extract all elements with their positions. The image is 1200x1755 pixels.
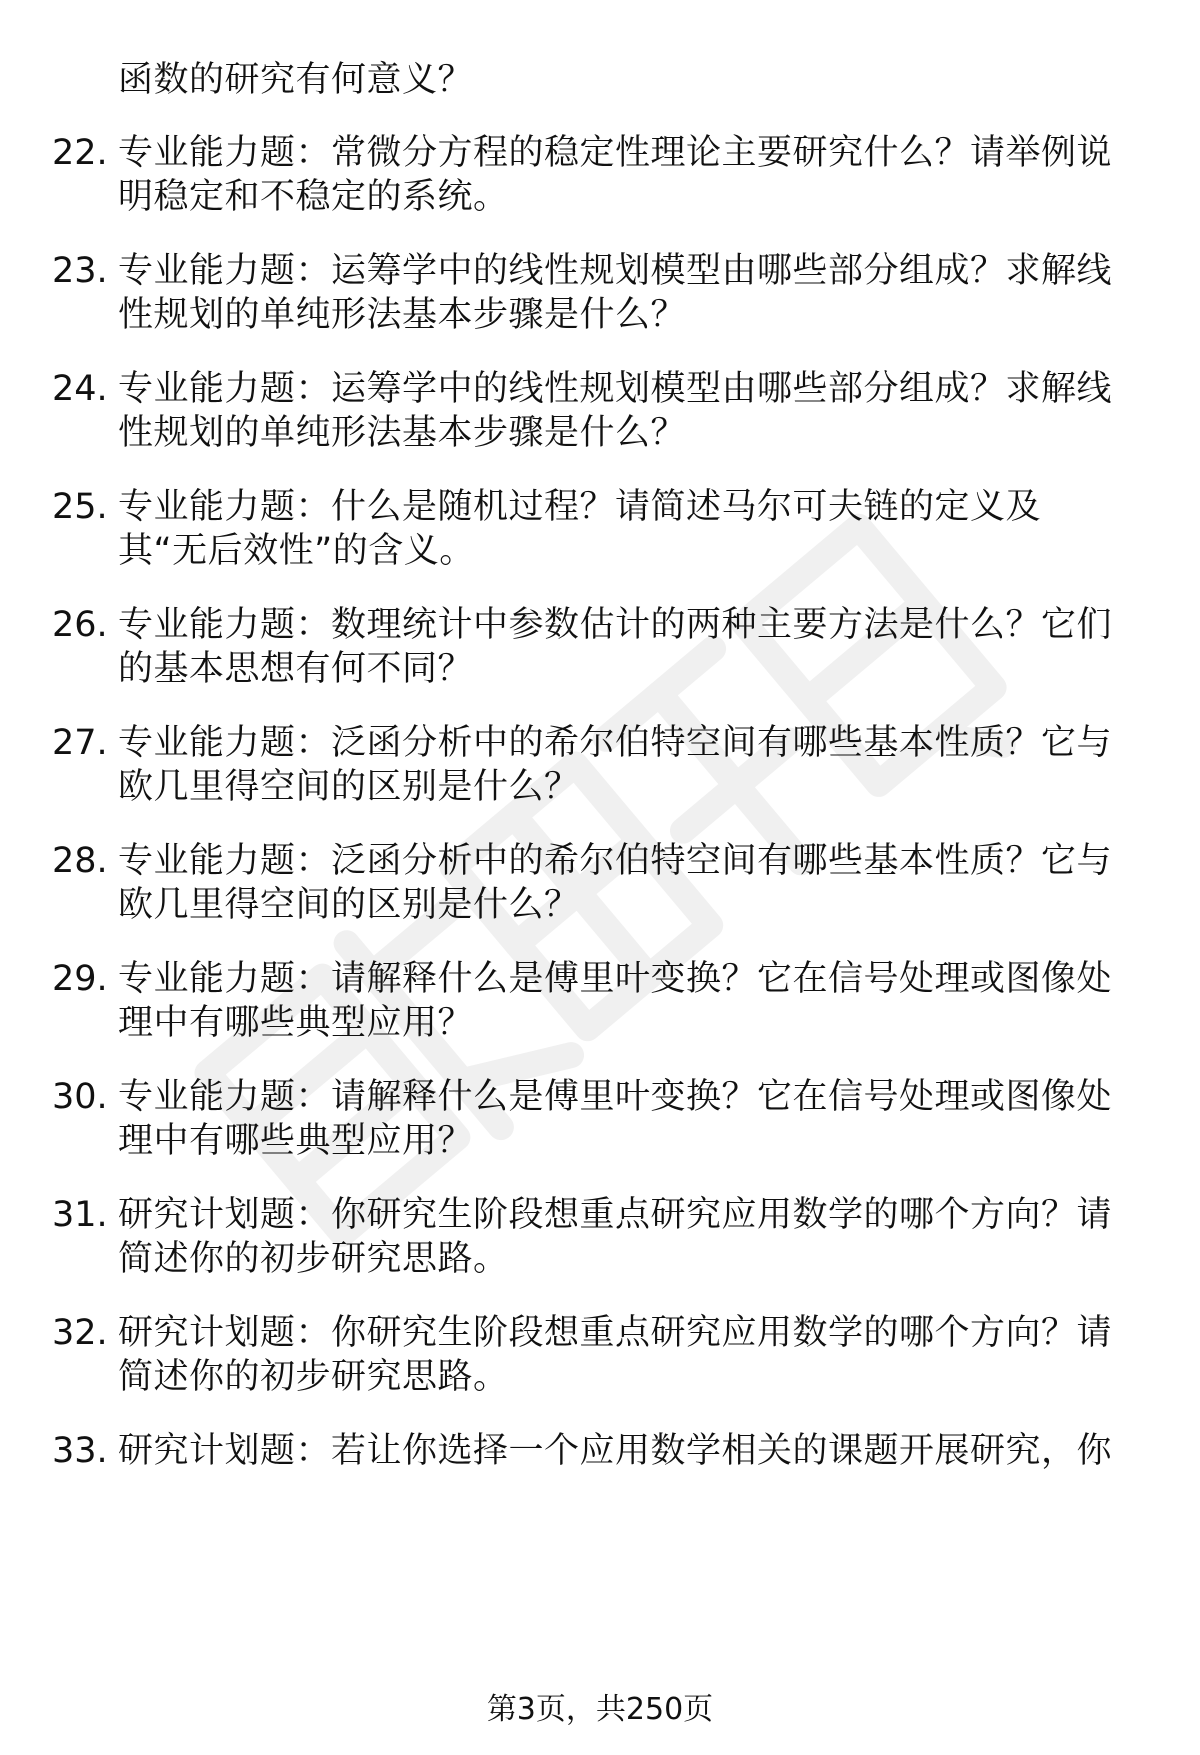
question-text-line: 研究计划题：若让你选择一个应用数学相关的课题开展研究，你 — [118, 1431, 1113, 1471]
question-text-line: 研究计划题：你研究生阶段想重点研究应用数学的哪个方向？请 — [118, 1313, 1113, 1353]
question-number: 30. — [52, 1077, 108, 1117]
question-text-line: 专业能力题：什么是随机过程？请简述马尔可夫链的定义及 — [118, 487, 1042, 527]
question-number: 27. — [52, 723, 108, 763]
question-text-line: 专业能力题：数理统计中参数估计的两种主要方法是什么？它们 — [118, 605, 1113, 645]
question-number: 33. — [52, 1431, 108, 1471]
question-text-line: 简述你的初步研究思路。 — [118, 1357, 509, 1397]
question-text-line: 性规划的单纯形法基本步骤是什么？ — [118, 413, 687, 453]
question-text-line: 欧几里得空间的区别是什么？ — [118, 885, 580, 925]
question-text-line: 专业能力题：泛函分析中的希尔伯特空间有哪些基本性质？它与 — [118, 723, 1113, 763]
question-text-line: 理中有哪些典型应用？ — [118, 1121, 474, 1161]
question-text-line: 简述你的初步研究思路。 — [118, 1239, 509, 1279]
continued-question-text: 函数的研究有何意义？ — [118, 60, 474, 100]
question-number: 29. — [52, 959, 108, 999]
question-text-line: 专业能力题：运筹学中的线性规划模型由哪些部分组成？求解线 — [118, 251, 1113, 291]
question-text-line: 性规划的单纯形法基本步骤是什么？ — [118, 295, 687, 335]
question-text-line: 研究计划题：你研究生阶段想重点研究应用数学的哪个方向？请 — [118, 1195, 1113, 1235]
question-text-line: 其“无后效性”的含义。 — [118, 531, 475, 571]
question-number: 31. — [52, 1195, 108, 1235]
question-text-line: 专业能力题：泛函分析中的希尔伯特空间有哪些基本性质？它与 — [118, 841, 1113, 881]
question-text-line: 理中有哪些典型应用？ — [118, 1003, 474, 1043]
question-text-line: 专业能力题：常微分方程的稳定性理论主要研究什么？请举例说 — [118, 133, 1113, 173]
question-text-line: 专业能力题：运筹学中的线性规划模型由哪些部分组成？求解线 — [118, 369, 1113, 409]
question-number: 22. — [52, 133, 108, 173]
question-text-line: 专业能力题：请解释什么是傅里叶变换？它在信号处理或图像处 — [118, 1077, 1113, 1117]
question-number: 28. — [52, 841, 108, 881]
page-footer: 第3页，共250页 — [486, 1692, 714, 1727]
question-number: 25. — [52, 487, 108, 527]
question-number: 23. — [52, 251, 108, 291]
question-text-line: 专业能力题：请解释什么是傅里叶变换？它在信号处理或图像处 — [118, 959, 1113, 999]
question-number: 26. — [52, 605, 108, 645]
question-text-line: 欧几里得空间的区别是什么？ — [118, 767, 580, 807]
question-text-line: 的基本思想有何不同？ — [118, 649, 474, 689]
question-text-line: 明稳定和不稳定的系统。 — [118, 177, 509, 217]
question-number: 32. — [52, 1313, 108, 1353]
question-number: 24. — [52, 369, 108, 409]
